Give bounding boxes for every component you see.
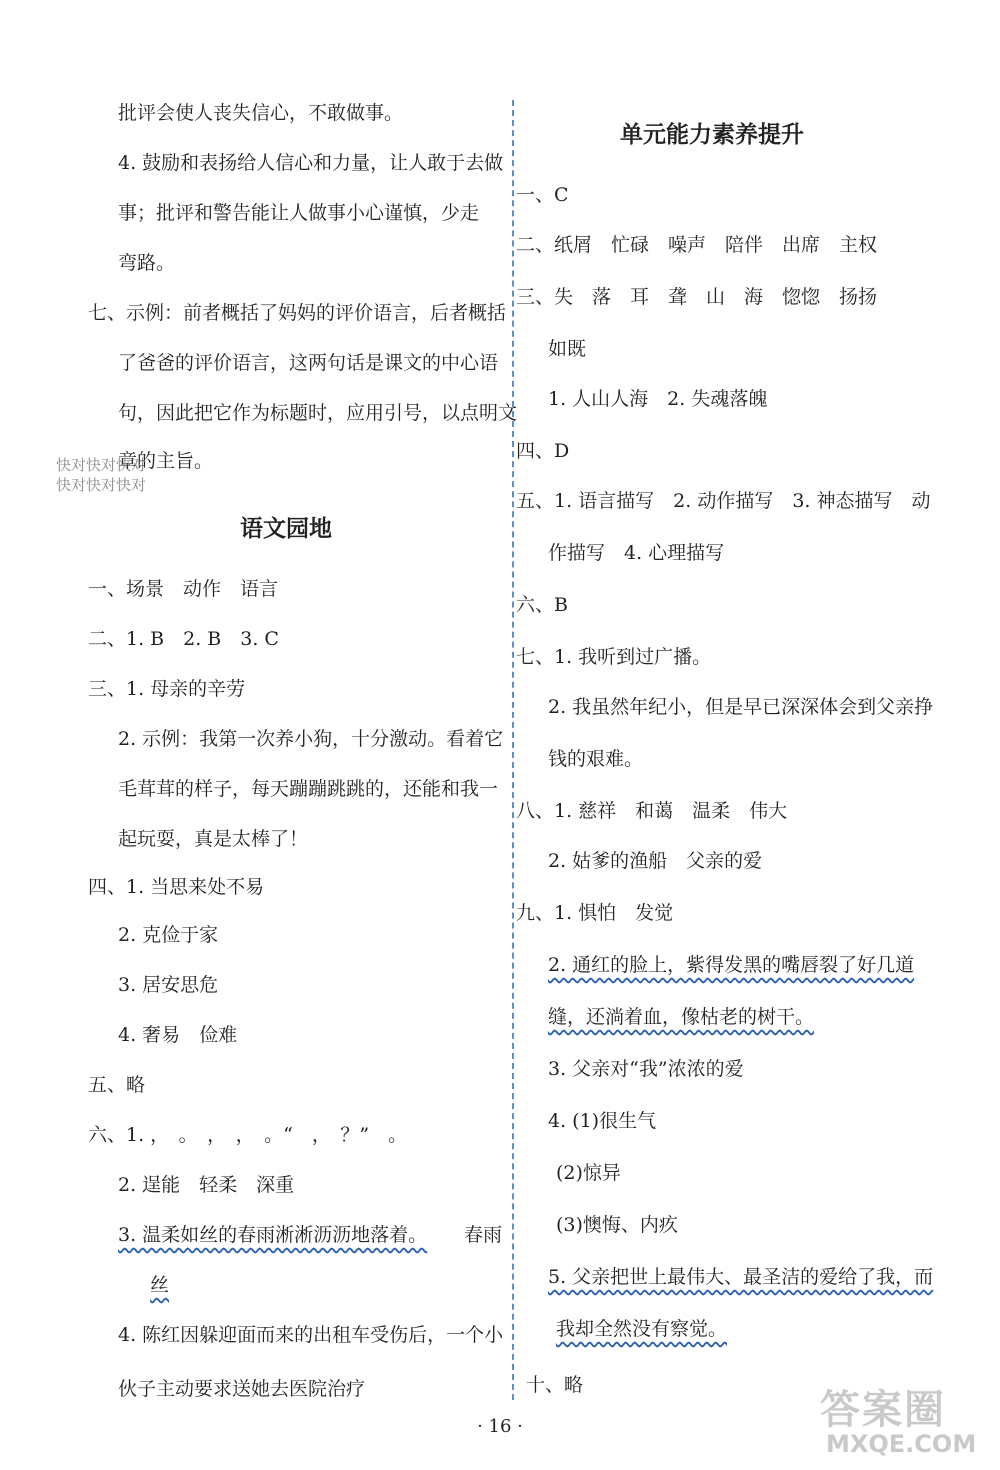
text-line: 章的主旨。 (118, 450, 214, 472)
watermark-logo: 答案圈 (820, 1387, 946, 1433)
answer-line: 五、略 (88, 1074, 146, 1096)
answer-line: 一、C (516, 184, 569, 206)
answer-line: 六、B (516, 594, 568, 616)
column-divider (512, 100, 514, 1400)
text-line: 批评会使人丧失信心，不敢做事。 (118, 102, 404, 124)
answer-line: 三、失 落 耳 聋 山 海 惚惚 扬扬 (516, 286, 878, 308)
answer-line: 作描写 4. 心理描写 (548, 542, 725, 564)
text-line: 弯路。 (118, 252, 176, 274)
answer-line: 2. 克俭于家 (118, 924, 219, 946)
answer-line: 伙子主动要求送她去医院治疗 (118, 1378, 366, 1400)
answer-line: 九、1. 惧怕 发觉 (516, 902, 674, 924)
answer-line: 如既 (548, 338, 587, 360)
answer-line: 毛茸茸的样子，每天蹦蹦跳跳的，还能和我一 (118, 778, 499, 800)
text-line: 七、示例：前者概括了妈妈的评价语言，后者概括 (88, 302, 507, 324)
answer-line: 六、1. ， 。 ， ， 。“ ， ？” 。 (88, 1124, 408, 1146)
text-line: 4. 鼓励和表扬给人信心和力量，让人敢于去做 (118, 152, 504, 174)
answer-line: 二、纸屑 忙碌 噪声 陪伴 出席 主权 (516, 234, 878, 256)
section-title: 单元能力素养提升 (620, 122, 804, 148)
section-title: 语文园地 (240, 516, 332, 542)
answer-line-underlined: 缝，还淌着血，像枯老的树干。 (548, 1006, 815, 1028)
answer-line: (2)惊异 (556, 1162, 621, 1184)
answer-line-underlined: 3. 温柔如丝的春雨淅淅沥沥地落着。 (118, 1224, 428, 1246)
text-line: 了爸爸的评价语言，这两句话是课文的中心语 (118, 352, 499, 374)
answer-line: 钱的艰难。 (548, 748, 644, 770)
answer-line: 八、1. 慈祥 和蔼 温柔 伟大 (516, 800, 788, 822)
answer-line: 3. 居安思危 (118, 974, 219, 996)
answer-line: 五、1. 语言描写 2. 动作描写 3. 神态描写 动 (516, 490, 931, 512)
answer-line: 2. 示例：我第一次养小狗，十分激动。看着它 (118, 728, 504, 750)
answer-line: (3)懊悔、内疚 (556, 1214, 678, 1236)
answer-line: 三、1. 母亲的辛劳 (88, 678, 246, 700)
answer-line: 一、场景 动作 语言 (88, 578, 279, 600)
answer-line: 七、1. 我听到过广播。 (516, 646, 712, 668)
answer-line: 4. 陈红因躲迎面而来的出租车受伤后，一个小 (118, 1324, 504, 1346)
answer-line: 四、D (516, 440, 570, 462)
answer-line-underlined: 5. 父亲把世上最伟大、最圣洁的爱给了我，而 (548, 1266, 934, 1288)
answer-line: 2. 逞能 轻柔 深重 (118, 1174, 295, 1196)
answer-line-underlined: 我却全然没有察觉。 (556, 1318, 728, 1340)
watermark-site: MXQE.COM (826, 1430, 977, 1458)
text-line: 句，因此把它作为标题时，应用引号，以点明文 (118, 402, 518, 424)
stamp-text: 快对快对快对 (56, 456, 147, 474)
answer-line: 四、1. 当思来处不易 (88, 876, 265, 898)
page-number: · 16 · (477, 1416, 523, 1437)
answer-line: 起玩耍，真是太棒了！ (118, 828, 309, 850)
answer-line: 二、1. B 2. B 3. C (88, 628, 279, 650)
answer-line: 春雨 (464, 1224, 503, 1246)
answer-line: 1. 人山人海 2. 失魂落魄 (548, 388, 768, 410)
answer-line: 3. 父亲对“我”浓浓的爱 (548, 1058, 744, 1080)
answer-line: 2. 姑爹的渔船 父亲的爱 (548, 850, 763, 872)
answer-line: 十、略 (526, 1374, 584, 1396)
answer-line-underlined: 丝 (150, 1274, 170, 1296)
text-line: 事；批评和警告能让人做事小心谨慎，少走 (118, 202, 480, 224)
answer-line: 4. 奢易 俭难 (118, 1024, 238, 1046)
answer-line-underlined: 2. 通红的脸上，紫得发黑的嘴唇裂了好几道 (548, 954, 915, 976)
answer-line: 2. 我虽然年纪小，但是早已深深体会到父亲挣 (548, 696, 934, 718)
stamp-text: 快对快对快对 (56, 476, 147, 494)
answer-line: 4. (1)很生气 (548, 1110, 657, 1132)
